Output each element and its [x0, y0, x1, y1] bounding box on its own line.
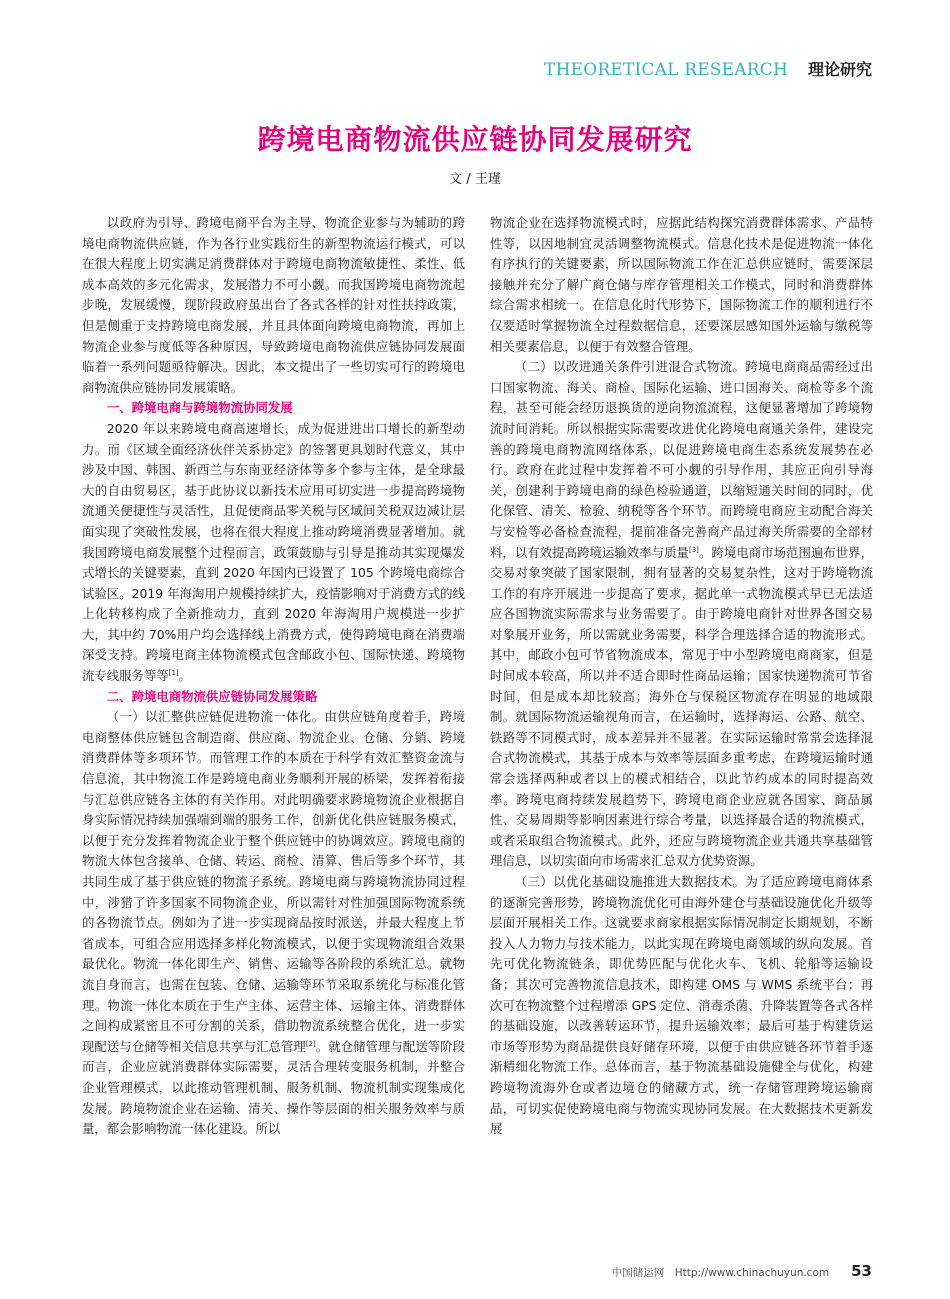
paragraph-text: 。就仓储管理与配送等阶段而言，企业应就消费群体实际需要，灵活合理转变服务机制，并整合企业管理模式，以此推动管理机制、服务机制、物流机制实现集成化发展。跨境物流企业在运输、清关、操作等层面的相关服务效率与质量，都会影响物流一体化建设。所以 — [82, 1038, 466, 1137]
left-column — [82, 213, 465, 1140]
page-footer — [612, 1262, 872, 1280]
section-label-chinese: 理论研究 — [807, 60, 872, 79]
paragraph-text: 。 — [178, 668, 192, 684]
citation-ref: [3] — [688, 545, 699, 554]
section-heading-2: 二、跨境电商物流供应链协同发展策略 — [106, 688, 318, 704]
right-column — [490, 213, 873, 1140]
footer-site: 中国储运网 Http://www.chinachuyun.com — [611, 1267, 830, 1279]
article-author: 文 / 王瑾 — [449, 172, 501, 187]
section-heading-1: 一、跨境电商与跨境物流协同发展 — [106, 400, 293, 416]
paragraph-text: 2020 年以来跨境电商高速增长，成为促进进出口增长的新型动力。而《区域全面经济伙伴关系协定》的签署更具划时代意义，其中涉及中国、韩国、新西兰与东南亚经济体等多个参与主体，是全球最大的自由贸易区，基于此协议以新技术应用可切实进一步提高跨境物流通关便捷性与灵活性，且促使商品零关税与区域间关税双边减让层面实现了突破性发展，也将在很大程度上推动跨境消费显著增加。就我国跨境电商发展整个过程而言，政策鼓励与引导是推动其实现爆发式增长的关键要素，直到 2020 年国内已设置了 105 个跨境电商综合试验区。2019 年海淘用户规模持续扩大，疫情影响对于消费方式的线上化转移构成了全新推动力，直到 2020 年海淘用户规模进一步扩大，其中约 70%用户均会选择线上消费方式，使得跨境电商在消费端深受支持。跨境电商主体物流模式包含邮政小包、国际快递、跨境物流专线服务等等 — [82, 420, 465, 684]
paragraph — [82, 419, 465, 687]
paragraph-text: （一）以汇整供应链促进物流一体化。由供应链角度着手，跨境电商整体供应链包含制造商、供应商、物流企业、仓储、分销、跨境消费群体等多项环节。而管理工作的本质在于科学有效汇整资金流与信息流，其中物流工作是跨境电商业务顺利开展的桥梁，发挥着衔接与汇总供应链各主体的有关作用。对此明确要求跨境物流企业根据自身实际情况持续加强端到端的服务工作，创新优化供应链服务模式，以便于充分发挥着物流企业于整个供应链中的协调效应。跨境电商的物流大体包含接单、仓储、转运、商检、清算、售后等多个环节，其共同生成了基于供应链的物流子系统。跨境电商与跨境物流协同过程中，涉猎了许多国家不同物流企业，所以需针对性加强国际物流系统的各物流节点。例如为了进一步实现商品按时派送，并最大程度上节省成本，可组合应用选择多样化物流模式，以便于实现物流组合效果最优化。物流一体化即生产、销售、运输等各阶段的系统汇总。就物流自身而言，也需在包装、仓储、运输等环节采取系统化与标准化管理。物流一体化本质在于生产主体、运营主体、运输主体、消费群体之间构成紧密且不可分割的关系，借助物流系统整合优化，进一步实现配送与仓储等相关信息共享与汇总管理 — [82, 709, 465, 1054]
paragraph-text: （二）以改进通关条件引进混合式物流。跨境电商商品需经过出口国家物流、海关、商检、国际化运输、进口国海关、商检等多个流程，甚至可能会经历退换货的逆向物流流程，这便显著增加了跨境物流时间消耗。所以根据实际需要改进优化跨境电商通关条件，建设完善的跨境电商物流网络体系，以促进跨境电商生态系统发展势在必行。政府在此过程中发挥着不可小觑的引导作用，其应正向引导海关，创建利于跨境电商的绿色检验通道，以缩短通关时间的同时，优化保管、清关、检验、纳税等各个环节。而跨境电商应主动配合海关与安检等必备检查流程，提前准备完善商产品过海关所需要的全部材料，以有效提高跨境运输效率与质量 — [490, 359, 873, 560]
paragraph — [490, 357, 873, 872]
article-title: 跨境电商物流供应链协同发展研究 — [257, 123, 693, 156]
paragraph: （三）以优化基础设施推进大数据技术。为了适应跨境电商体系的逐渐完善形势，跨境物流优化可由海外建仓与基础设施优化升级等层面开展相关工作。这就要求商家根据实际情况制定长期规划，不断投入人力物力与技术能力，以此实现在跨境电商领域的纵向发展。首先可优化物流链条，即优势匹配与优化火车、飞机、轮船等运输设备；其次可完善物流信息技术，即构建 OMS 与 WMS 系统平台；再次可在物流整个过程增添 GPS 定位、消毒杀菌、升降装置等各式各样的基础设施，以改善转运环节，提升运输效率；最后可基于构建货运市场等形势为商品提供良好储存环境，以便于由供应链各环节着手逐渐精细化物流工作。总体而言，基于物流基础设施健全与优化，构建跨境物流海外仓或者边境仓的储藏方式，统一存储管理跨境运输商品，可切实促使跨境电商与物流实现协同发展。在大数据技术更新发展 — [490, 874, 873, 1137]
intro-paragraph: 以政府为引导、跨境电商平台为主导、物流企业参与为辅助的跨境电商物流供应链，作为各行业实践衍生的新型物流运行模式，可以在很大程度上切实满足消费群体对于跨境电商物流敏捷性、柔性、低成本高效的多元化需求，发展潜力不可小觑。而我国跨境电商物流起步晚，发展缓慢，现阶段政府虽出台了各式各样的针对性扶持政策，但是侧重于支持跨境电商发展，并且具体面向跨境电商物流，再加上物流企业参与度低等各种原因，导致跨境电商物流供应链协同发展面临着一系列问题亟待解决。因此，本文提出了一些切实可行的跨境电商物流供应链协同发展策略。 — [82, 215, 465, 395]
paragraph: 物流企业在选择物流模式时，应据此结构探究消费群体需求、产品特性等，以因地制宜灵活调整物流模式。信息化技术是促进物流一体化有序执行的关键要素，所以国际物流工作在汇总供应链时，需要深层接触并充分了解广商仓储与库存管理相关工作模式，同时和消费群体综合需求相统一。在信息化时代形势下，国际物流工作的顺利进行不仅要适时掌握物流全过程数据信息，还要深层感知国外运输与缴税等相关要素信息，以便于有效整合管理。 — [490, 215, 873, 354]
paragraph-text: 。跨境电商市场范围遍布世界，交易对象突破了国家限制，拥有显著的交易复杂性，这对于跨境物流工作的有序开展进一步提高了要求，据此单一式物流模式早已无法适应各国物流实际需求与业务需要了。由于跨境电商针对世界各国交易对象展开业务，所以需就业务需要，科学合理选择合适的物流形式。其中，邮政小包可节省物流成本，常见于中小型跨境电商商家，但是时间成本较高，所以并不适合即时性商品运输；国家快递物流可节省时间，但是成本却比较高；海外仓与保税区物流存在明显的地域限制。就国际物流运输视角而言，在运输时，选择海运、公路、航空、铁路等不同模式时，成本差异并不显著。在实际运输时常常会选择混合式物流模式，其基于成本与效率等层面多重考虑，在跨境运输时通常会选择两种或者以上的模式相结合，以此节约成本的同时提高效率。跨境电商持续发展趋势下，跨境电商企业应就各国家、商品属性、交易周期等影响因素进行综合考量，以选择最合适的物流模式，或者采取组合物流模式。此外，还应与跨境物流企业共通共享基础管理信息，以切实面向市场需求汇总双方优势资源。 — [490, 544, 874, 869]
citation-ref: [2] — [305, 1039, 316, 1048]
running-header — [544, 57, 872, 80]
page-number: 53 — [851, 1262, 872, 1280]
paragraph — [82, 707, 465, 1139]
section-label-english: THEORETICAL RESEARCH — [544, 60, 788, 80]
citation-ref: [1] — [168, 668, 179, 677]
